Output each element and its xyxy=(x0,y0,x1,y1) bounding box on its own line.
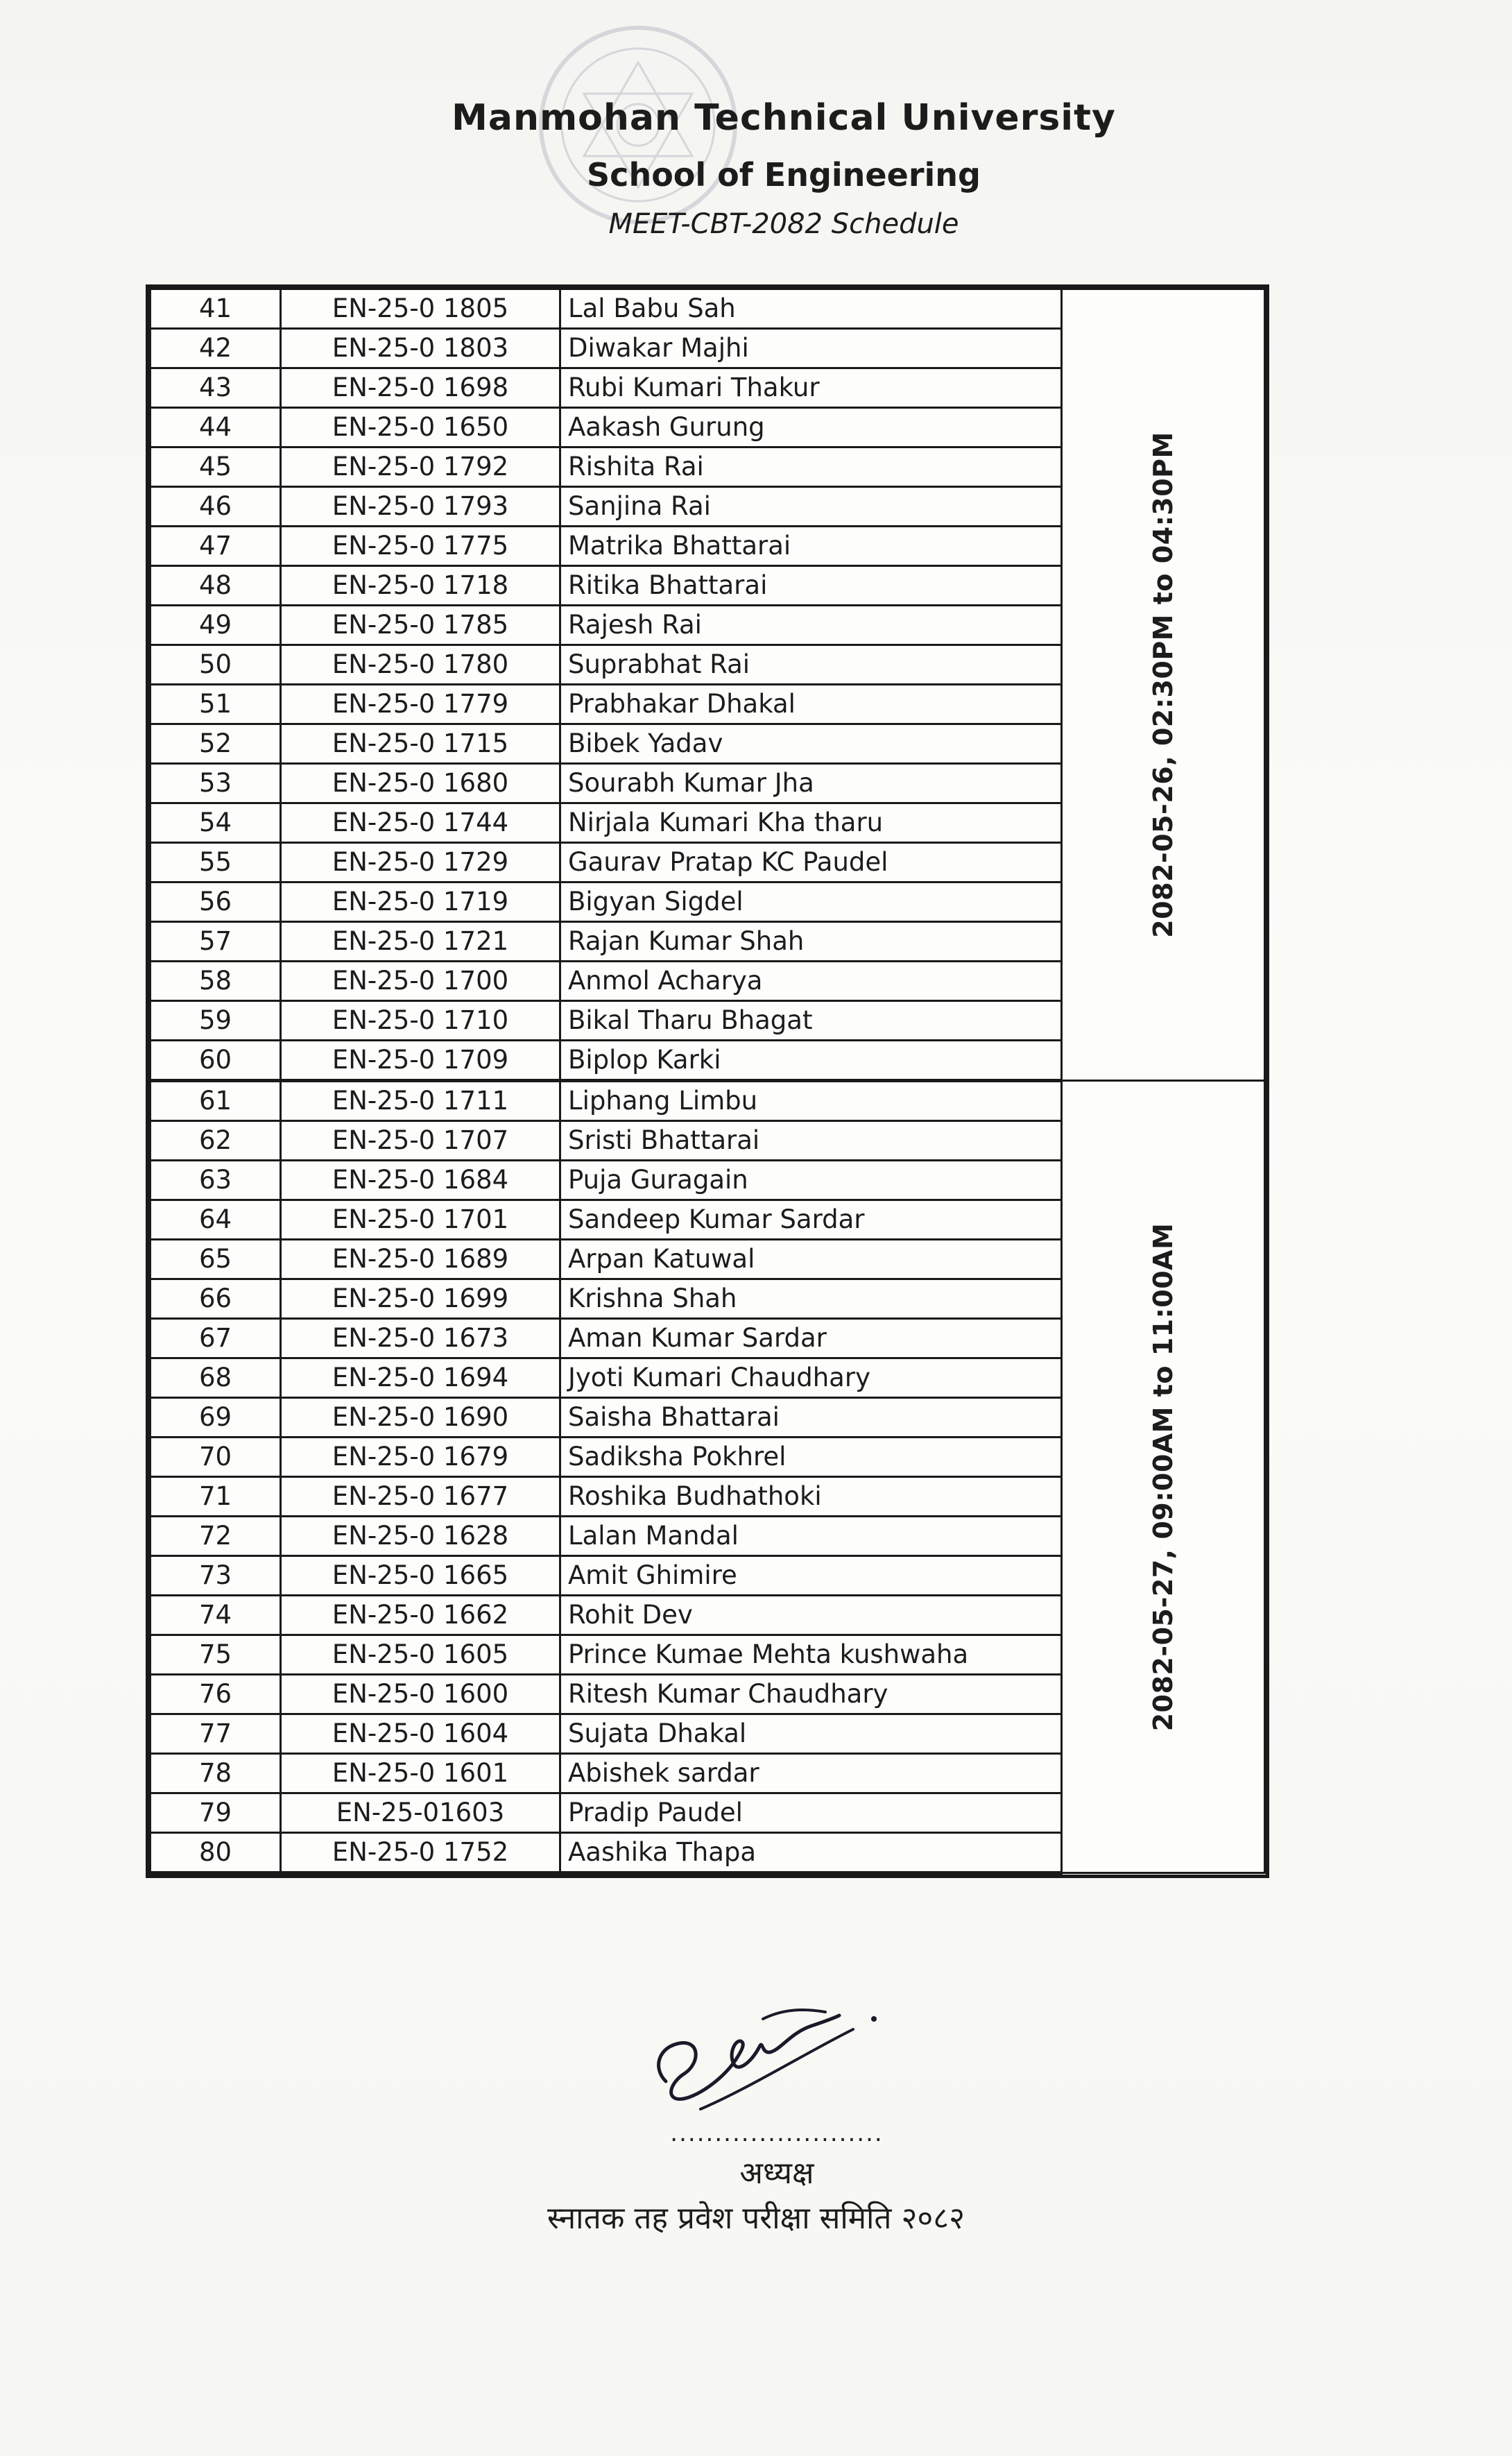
student-name-cell: Nirjala Kumari Kha tharu xyxy=(560,803,1062,843)
serial-number-cell: 64 xyxy=(151,1200,281,1240)
serial-number-cell: 44 xyxy=(151,408,281,447)
roll-number-cell: EN-25-0 1805 xyxy=(281,289,560,329)
serial-number-cell: 68 xyxy=(151,1358,281,1398)
student-name-cell: Sristi Bhattarai xyxy=(560,1121,1062,1161)
student-name-cell: Sadiksha Pokhrel xyxy=(560,1438,1062,1477)
roll-number-cell: EN-25-0 1775 xyxy=(281,527,560,566)
roll-number-cell: EN-25-0 1680 xyxy=(281,764,560,803)
serial-number-cell: 43 xyxy=(151,368,281,408)
serial-number-cell: 54 xyxy=(151,803,281,843)
roll-number-cell: EN-25-0 1698 xyxy=(281,368,560,408)
roll-number-cell: EN-25-0 1601 xyxy=(281,1754,560,1793)
roll-number-cell: EN-25-0 1785 xyxy=(281,606,560,645)
student-name-cell: Aashika Thapa xyxy=(560,1833,1062,1873)
student-name-cell: Ritika Bhattarai xyxy=(560,566,1062,606)
student-name-cell: Amit Ghimire xyxy=(560,1556,1062,1596)
roll-number-cell: EN-25-0 1662 xyxy=(281,1596,560,1635)
roll-number-cell: EN-25-0 1718 xyxy=(281,566,560,606)
student-name-cell: Prince Kumae Mehta kushwaha xyxy=(560,1635,1062,1675)
serial-number-cell: 78 xyxy=(151,1754,281,1793)
roll-number-cell: EN-25-0 1650 xyxy=(281,408,560,447)
exam-time-cell xyxy=(1062,289,1265,1081)
serial-number-cell: 48 xyxy=(151,566,281,606)
student-name-cell: Aakash Gurung xyxy=(560,408,1062,447)
student-name-cell: Krishna Shah xyxy=(560,1279,1062,1319)
student-name-cell: Rohit Dev xyxy=(560,1596,1062,1635)
serial-number-cell: 51 xyxy=(151,685,281,724)
roll-number-cell: EN-25-0 1665 xyxy=(281,1556,560,1596)
serial-number-cell: 70 xyxy=(151,1438,281,1477)
student-name-cell: Abishek sardar xyxy=(560,1754,1062,1793)
schedule-title: MEET-CBT-2082 Schedule xyxy=(608,208,959,240)
serial-number-cell: 80 xyxy=(151,1833,281,1873)
serial-number-cell: 55 xyxy=(151,843,281,882)
roll-number-cell: EN-25-0 1707 xyxy=(281,1121,560,1161)
serial-number-cell: 60 xyxy=(151,1041,281,1081)
roll-number-cell: EN-25-0 1710 xyxy=(281,1001,560,1041)
serial-number-cell: 73 xyxy=(151,1556,281,1596)
student-name-cell: Saisha Bhattarai xyxy=(560,1398,1062,1438)
student-name-cell: Rishita Rai xyxy=(560,447,1062,487)
roll-number-cell: EN-25-0 1729 xyxy=(281,843,560,882)
student-name-cell: Sandeep Kumar Sardar xyxy=(560,1200,1062,1240)
student-name-cell: Lalan Mandal xyxy=(560,1517,1062,1556)
serial-number-cell: 45 xyxy=(151,447,281,487)
student-name-cell: Rubi Kumari Thakur xyxy=(560,368,1062,408)
roll-number-cell: EN-25-0 1715 xyxy=(281,724,560,764)
roll-number-cell: EN-25-0 1604 xyxy=(281,1714,560,1754)
roll-number-cell: EN-25-0 1780 xyxy=(281,645,560,685)
serial-number-cell: 53 xyxy=(151,764,281,803)
serial-number-cell: 52 xyxy=(151,724,281,764)
serial-number-cell: 65 xyxy=(151,1240,281,1279)
serial-number-cell: 66 xyxy=(151,1279,281,1319)
serial-number-cell: 76 xyxy=(151,1675,281,1714)
serial-number-cell: 75 xyxy=(151,1635,281,1675)
serial-number-cell: 50 xyxy=(151,645,281,685)
serial-number-cell: 46 xyxy=(151,487,281,527)
serial-number-cell: 79 xyxy=(151,1793,281,1833)
student-name-cell: Liphang Limbu xyxy=(560,1081,1062,1121)
roll-number-cell: EN-25-0 1694 xyxy=(281,1358,560,1398)
student-name-cell: Lal Babu Sah xyxy=(560,289,1062,329)
student-name-cell: Ritesh Kumar Chaudhary xyxy=(560,1675,1062,1714)
student-name-cell: Diwakar Majhi xyxy=(560,329,1062,368)
roll-number-cell: EN-25-0 1684 xyxy=(281,1161,560,1200)
committee-name: स्नातक तह प्रवेश परीक्षा समिति २०८२ xyxy=(547,2201,965,2236)
student-name-cell: Matrika Bhattarai xyxy=(560,527,1062,566)
schedule-table xyxy=(146,284,1269,1878)
student-name-cell: Pradip Paudel xyxy=(560,1793,1062,1833)
serial-number-cell: 63 xyxy=(151,1161,281,1200)
student-name-cell: Bibek Yadav xyxy=(560,724,1062,764)
roll-number-cell: EN-25-0 1673 xyxy=(281,1319,560,1358)
serial-number-cell: 57 xyxy=(151,922,281,962)
signatory-title: अध्यक्ष xyxy=(739,2156,814,2191)
serial-number-cell: 72 xyxy=(151,1517,281,1556)
student-name-cell: Suprabhat Rai xyxy=(560,645,1062,685)
exam-time-cell xyxy=(1062,1081,1265,1873)
roll-number-cell: EN-25-0 1721 xyxy=(281,922,560,962)
student-name-cell: Arpan Katuwal xyxy=(560,1240,1062,1279)
student-name-cell: Bikal Tharu Bhagat xyxy=(560,1001,1062,1041)
table-row xyxy=(151,1081,1265,1121)
serial-number-cell: 42 xyxy=(151,329,281,368)
student-name-cell: Puja Guragain xyxy=(560,1161,1062,1200)
student-name-cell: Rajan Kumar Shah xyxy=(560,922,1062,962)
roll-number-cell: EN-25-0 1600 xyxy=(281,1675,560,1714)
serial-number-cell: 49 xyxy=(151,606,281,645)
roll-number-cell: EN-25-0 1792 xyxy=(281,447,560,487)
serial-number-cell: 69 xyxy=(151,1398,281,1438)
roll-number-cell: EN-25-0 1699 xyxy=(281,1279,560,1319)
table-row xyxy=(151,289,1265,329)
roll-number-cell: EN-25-0 1719 xyxy=(281,882,560,922)
roll-number-cell: EN-25-0 1709 xyxy=(281,1041,560,1081)
student-name-cell: Aman Kumar Sardar xyxy=(560,1319,1062,1358)
serial-number-cell: 71 xyxy=(151,1477,281,1517)
student-name-cell: Rajesh Rai xyxy=(560,606,1062,645)
signature-line: ........................ xyxy=(670,2120,884,2147)
roll-number-cell: EN-25-0 1628 xyxy=(281,1517,560,1556)
student-name-cell: Sujata Dhakal xyxy=(560,1714,1062,1754)
roll-number-cell: EN-25-0 1793 xyxy=(281,487,560,527)
student-name-cell: Biplop Karki xyxy=(560,1041,1062,1081)
student-name-cell: Anmol Acharya xyxy=(560,962,1062,1001)
serial-number-cell: 56 xyxy=(151,882,281,922)
roll-number-cell: EN-25-0 1779 xyxy=(281,685,560,724)
student-name-cell: Gaurav Pratap KC Paudel xyxy=(560,843,1062,882)
roll-number-cell: EN-25-0 1690 xyxy=(281,1398,560,1438)
serial-number-cell: 59 xyxy=(151,1001,281,1041)
roll-number-cell: EN-25-0 1605 xyxy=(281,1635,560,1675)
roll-number-cell: EN-25-0 1752 xyxy=(281,1833,560,1873)
school-title: School of Engineering xyxy=(587,156,981,194)
student-name-cell: Roshika Budhathoki xyxy=(560,1477,1062,1517)
roll-number-cell: EN-25-0 1700 xyxy=(281,962,560,1001)
student-name-cell: Sourabh Kumar Jha xyxy=(560,764,1062,803)
roll-number-cell: EN-25-01603 xyxy=(281,1793,560,1833)
roll-number-cell: EN-25-0 1679 xyxy=(281,1438,560,1477)
serial-number-cell: 41 xyxy=(151,289,281,329)
serial-number-cell: 61 xyxy=(151,1081,281,1121)
serial-number-cell: 74 xyxy=(151,1596,281,1635)
student-name-cell: Jyoti Kumari Chaudhary xyxy=(560,1358,1062,1398)
serial-number-cell: 47 xyxy=(151,527,281,566)
serial-number-cell: 58 xyxy=(151,962,281,1001)
roll-number-cell: EN-25-0 1744 xyxy=(281,803,560,843)
roll-number-cell: EN-25-0 1701 xyxy=(281,1200,560,1240)
roll-number-cell: EN-25-0 1689 xyxy=(281,1240,560,1279)
serial-number-cell: 62 xyxy=(151,1121,281,1161)
serial-number-cell: 77 xyxy=(151,1714,281,1754)
roll-number-cell: EN-25-0 1711 xyxy=(281,1081,560,1121)
student-name-cell: Bigyan Sigdel xyxy=(560,882,1062,922)
signature-image xyxy=(624,1977,902,2116)
student-name-cell: Prabhakar Dhakal xyxy=(560,685,1062,724)
roll-number-cell: EN-25-0 1677 xyxy=(281,1477,560,1517)
exam-time-label: 2082-05-26, 02:30PM to 04:30PM xyxy=(1148,432,1178,938)
student-name-cell: Sanjina Rai xyxy=(560,487,1062,527)
exam-time-label: 2082-05-27, 09:00AM to 11:00AM xyxy=(1148,1222,1178,1731)
roll-number-cell: EN-25-0 1803 xyxy=(281,329,560,368)
serial-number-cell: 67 xyxy=(151,1319,281,1358)
university-title: Manmohan Technical University xyxy=(452,97,1116,139)
